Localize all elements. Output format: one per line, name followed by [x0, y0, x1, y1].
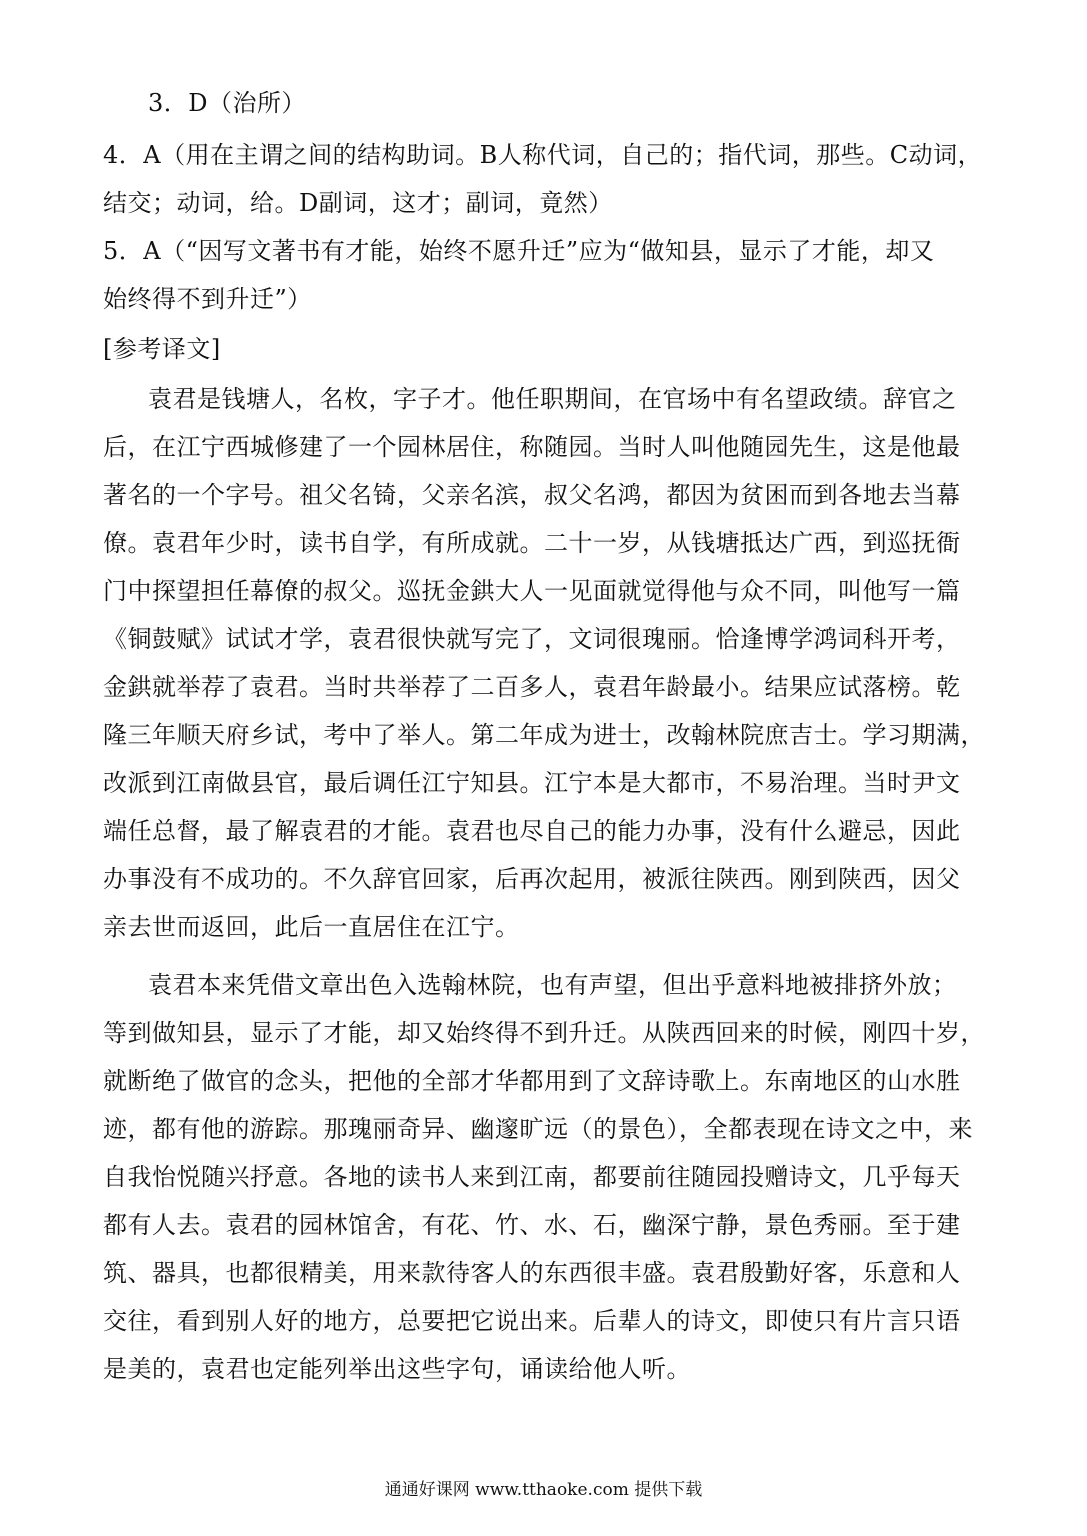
paragraph-line: 交往，看到别人好的地方，总要把它说出来。后辈人的诗文，即使只有片言只语: [103, 1307, 961, 1335]
paragraph-line: 门中探望担任幕僚的叔父。巡抚金鉷大人一见面就觉得他与众不同，叫他写一篇: [103, 577, 961, 605]
answer-3: 3．D（治所）: [148, 89, 307, 117]
paragraph-line: 端任总督，最了解袁君的才能。袁君也尽自己的能力办事，没有什么避忌，因此: [103, 817, 961, 845]
answer-5-line-1: 5．A（“因写文著书有才能，始终不愿升迁”应为“做知县，显示了才能，却又: [103, 237, 935, 265]
paragraph-line: 是美的，袁君也定能列举出这些字句，诵读给他人听。: [103, 1355, 691, 1383]
paragraph-line: 办事没有不成功的。不久辞官回家，后再次起用，被派往陕西。刚到陕西，因父: [103, 865, 961, 893]
answer-4-line-2: 结交；动词，给。D副词，这才；副词，竟然）: [103, 189, 613, 217]
paragraph-line: 《铜鼓赋》试试才学，袁君很快就写完了，文词很瑰丽。恰逢博学鸿词科开考，: [103, 625, 961, 653]
paragraph-line: 自我怡悦随兴抒意。各地的读书人来到江南，都要前往随园投赠诗文，几乎每天: [103, 1163, 961, 1191]
answer-5-line-2: 始终得不到升迁”）: [103, 285, 312, 313]
paragraph-line: 隆三年顺天府乡试，考中了举人。第二年成为进士，改翰林院庶吉士。学习期满，: [103, 721, 985, 749]
translation-heading: [参考译文]: [103, 335, 221, 363]
paragraph-line: 金鉷就举荐了袁君。当时共举荐了二百多人，袁君年龄最小。结果应试落榜。乾: [103, 673, 961, 701]
paragraph-line: 等到做知县，显示了才能，却又始终得不到升迁。从陕西回来的时候，刚四十岁，: [103, 1019, 985, 1047]
paragraph-line: 著名的一个字号。祖父名锜，父亲名滨，叔父名鸿，都因为贫困而到各地去当幕: [103, 481, 961, 509]
page-footer: 通通好课网 www.tthaoke.com 提供下载: [384, 1480, 703, 1500]
paragraph-line: 袁君本来凭借文章出色入选翰林院，也有声望，但出乎意料地被排挤外放；: [148, 971, 957, 999]
paragraph-line: 改派到江南做县官，最后调任江宁知县。江宁本是大都市，不易治理。当时尹文: [103, 769, 961, 797]
answer-4-line-1: 4．A（用在主谓之间的结构助词。B人称代词，自己的；指代词，那些。C动词，: [103, 141, 983, 169]
paragraph-line: 袁君是钱塘人，名枚，字子才。他任职期间，在官场中有名望政绩。辞官之: [148, 385, 957, 413]
paragraph-line: 就断绝了做官的念头，把他的全部才华都用到了文辞诗歌上。东南地区的山水胜: [103, 1067, 961, 1095]
paragraph-line: 亲去世而返回，此后一直居住在江宁。: [103, 913, 520, 941]
paragraph-line: 僚。袁君年少时，读书自学，有所成就。二十一岁，从钱塘抵达广西，到巡抚衙: [103, 529, 961, 557]
paragraph-line: 都有人去。袁君的园林馆舍，有花、竹、水、石，幽深宁静，景色秀丽。至于建: [103, 1211, 961, 1239]
paragraph-line: 筑、器具，也都很精美，用来款待客人的东西很丰盛。袁君殷勤好客，乐意和人: [103, 1259, 961, 1287]
paragraph-line: 迹，都有他的游踪。那瑰丽奇异、幽邃旷远（的景色），全都表现在诗文之中，来: [103, 1115, 973, 1143]
paragraph-line: 后，在江宁西城修建了一个园林居住，称随园。当时人叫他随园先生，这是他最: [103, 433, 961, 461]
